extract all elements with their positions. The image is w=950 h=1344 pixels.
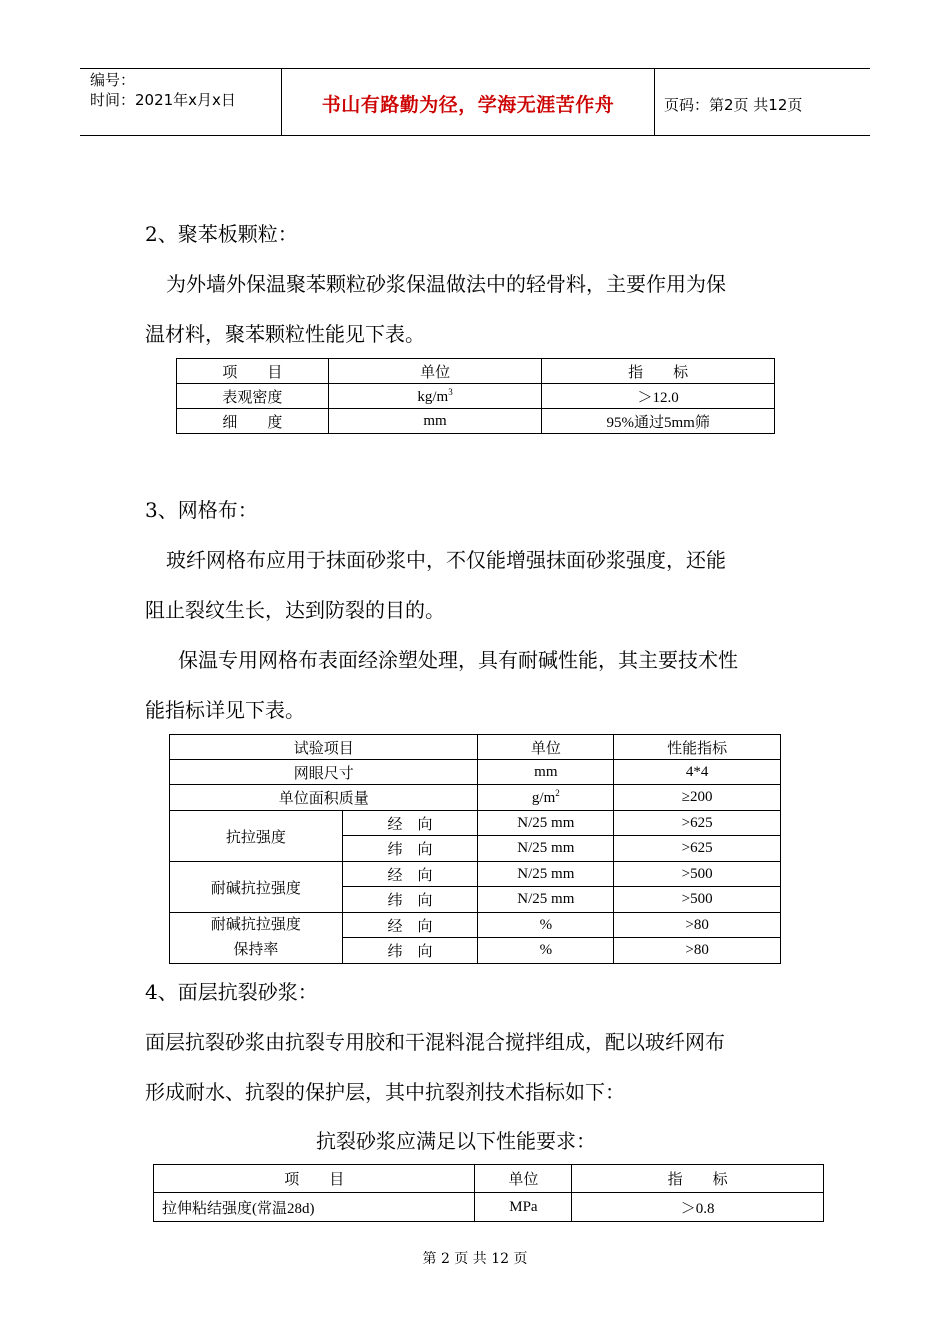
cell-unit: %	[478, 913, 614, 938]
mesh-table	[169, 734, 781, 964]
col-header-spec: 指 标	[572, 1165, 824, 1193]
table-row	[170, 760, 781, 785]
col-header-spec: 指 标	[542, 359, 775, 384]
cell-direction: 纬 向	[342, 938, 478, 964]
header-top-rule	[80, 68, 870, 69]
cell-unit: N/25 mm	[478, 862, 614, 887]
cell-spec: >500	[614, 887, 781, 913]
cell-direction: 经 向	[342, 862, 478, 887]
cell-unit: N/25 mm	[478, 836, 614, 862]
cell-spec: ＞0.8	[572, 1193, 824, 1222]
section2-heading: 2、聚苯板颗粒：	[145, 222, 298, 246]
col-header-unit: 单位	[328, 359, 542, 384]
cell-unit: N/25 mm	[478, 887, 614, 913]
unit-text: kg/m	[417, 388, 449, 405]
section3-para2-line2: 能指标详见下表。	[145, 698, 305, 722]
cell-item: 网眼尺寸	[170, 760, 478, 785]
cell-spec: ≥200	[614, 785, 781, 811]
cell-unit: MPa	[475, 1193, 572, 1222]
cell-item: 表观密度	[177, 384, 329, 409]
col-header-unit: 单位	[478, 735, 614, 760]
header-meta	[90, 70, 236, 110]
cell-spec: 4*4	[614, 760, 781, 785]
anti-crack-table	[153, 1164, 824, 1222]
polystyrene-table	[176, 358, 775, 434]
col-header-item: 项 目	[177, 359, 329, 384]
table-row	[177, 384, 775, 409]
col-header-performance: 性能指标	[614, 735, 781, 760]
group-label-line2: 保持率	[233, 942, 279, 958]
section3-heading: 3、网格布：	[145, 498, 258, 522]
section2-para-line2: 温材料，聚苯颗粒性能见下表。	[145, 322, 425, 346]
table-row	[154, 1193, 824, 1222]
cell-unit: %	[478, 938, 614, 964]
unit-superscript: 3	[448, 386, 453, 397]
header-motto: 书山有路勤为径，学海无涯苦作舟	[321, 94, 615, 116]
unit-superscript: 2	[555, 788, 560, 798]
cell-unit: mm	[328, 409, 542, 434]
time-label: 时间：2021年x月x日	[90, 91, 236, 109]
cell-direction: 纬 向	[342, 836, 478, 862]
group-label-line1: 耐碱抗拉强度	[210, 917, 301, 933]
cell-unit	[328, 384, 542, 409]
table-header-row	[170, 735, 781, 760]
cell-group-label: 耐碱抗拉强度	[170, 862, 343, 913]
section3-para2-line1: 保温专用网格布表面经涂塑处理，具有耐碱性能，其主要技术性	[178, 648, 738, 672]
cell-spec: >80	[614, 913, 781, 938]
cell-group-label	[170, 913, 343, 964]
table-row	[177, 409, 775, 434]
cell-direction: 纬 向	[342, 887, 478, 913]
cell-spec: >80	[614, 938, 781, 964]
number-label: 编号：	[90, 71, 136, 89]
section3-para1-line1: 玻纤网格布应用于抹面砂浆中，不仅能增强抹面砂浆强度，还能	[166, 548, 726, 572]
table-row	[170, 811, 781, 836]
cell-spec: >625	[614, 836, 781, 862]
table-row	[170, 913, 781, 938]
section4-para-line1: 面层抗裂砂浆由抗裂专用胶和干混料混合搅拌组成，配以玻纤网布	[145, 1030, 725, 1054]
table-header-row	[154, 1165, 824, 1193]
cell-direction: 经 向	[342, 811, 478, 836]
cell-spec: ＞12.0	[542, 384, 775, 409]
table-header-row	[177, 359, 775, 384]
cell-unit: N/25 mm	[478, 811, 614, 836]
section4-caption: 抗裂砂浆应满足以下性能要求：	[316, 1129, 596, 1153]
unit-text: g/m	[531, 790, 556, 806]
cell-group-label: 抗拉强度	[170, 811, 343, 862]
col-header-test-item: 试验项目	[170, 735, 478, 760]
section3-para1-line2: 阻止裂纹生长，达到防裂的目的。	[145, 598, 445, 622]
section2-para-line1: 为外墙外保温聚苯颗粒砂浆保温做法中的轻骨料，主要作用为保	[166, 272, 726, 296]
cell-unit: mm	[478, 760, 614, 785]
cell-spec: >625	[614, 811, 781, 836]
section4-para-line2: 形成耐水、抗裂的保护层，其中抗裂剂技术指标如下：	[145, 1080, 625, 1104]
cell-item: 细 度	[177, 409, 329, 434]
cell-spec: 95%通过5mm筛	[542, 409, 775, 434]
col-header-item: 项 目	[154, 1165, 475, 1193]
cell-unit	[478, 785, 614, 811]
header-page-label: 页码：第2页 共12页	[664, 96, 803, 114]
section4-heading: 4、面层抗裂砂浆：	[145, 980, 318, 1004]
col-header-unit: 单位	[475, 1165, 572, 1193]
cell-item: 单位面积质量	[170, 785, 478, 811]
cell-item: 拉伸粘结强度(常温28d)	[154, 1193, 475, 1222]
header-bottom-rule	[80, 135, 870, 136]
page-footer: 第 2 页 共 12 页	[422, 1251, 528, 1267]
table-row	[170, 862, 781, 887]
table-row	[170, 785, 781, 811]
header-divider-right	[654, 68, 655, 136]
cell-spec: >500	[614, 862, 781, 887]
cell-direction: 经 向	[342, 913, 478, 938]
